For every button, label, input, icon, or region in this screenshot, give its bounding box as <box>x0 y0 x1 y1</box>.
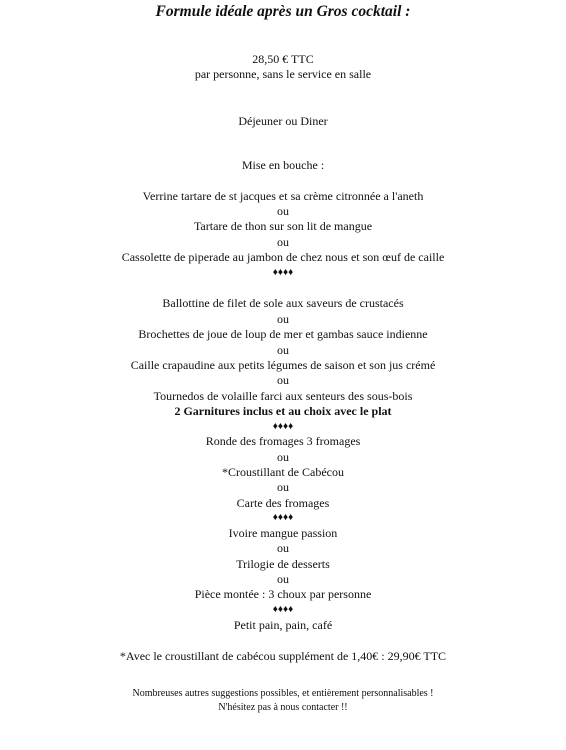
or-label: ou <box>277 312 289 326</box>
footnote: *Avec le croustillant de cabécou supplément de 1,40€ : 29,90€ TTC <box>119 649 447 663</box>
or-label: ou <box>277 480 289 494</box>
meal-type: Déjeuner ou Diner <box>238 114 328 128</box>
garnish-note: 2 Garnitures inclus et au choix avec le plat <box>174 404 392 418</box>
menu-title: Formule idéale après un Gros cocktail : <box>155 3 411 20</box>
or-label: ou <box>277 541 289 555</box>
cheese-item: Ronde des fromages 3 fromages <box>205 434 361 448</box>
or-label: ou <box>277 235 289 249</box>
or-label: ou <box>277 343 289 357</box>
main-course-item: Tournedos de volaille farci aux senteurs des sous-bois <box>153 389 413 403</box>
main-course-item: Caille crapaudine aux petits légumes de saison et son jus crémé <box>130 358 436 372</box>
cheese-item: Carte des fromages <box>236 496 330 510</box>
cheese-item: *Croustillant de Cabécou <box>222 465 344 479</box>
or-label: ou <box>277 450 289 464</box>
starter-item: Tartare de thon sur son lit de mangue <box>193 219 373 233</box>
mise-en-bouche-label: Mise en bouche : <box>241 158 325 172</box>
price-note: par personne, sans le service en salle <box>194 67 372 81</box>
or-label: ou <box>277 204 289 218</box>
or-label: ou <box>277 373 289 387</box>
main-course-item: Ballottine de filet de sole aux saveurs de crustacés <box>162 296 404 310</box>
dessert-item: Ivoire mangue passion <box>228 526 338 540</box>
diamond-separator: ♦♦♦♦ <box>272 604 294 615</box>
closing-line: Nombreuses autres suggestions possibles, et entièrement personnalisables ! <box>132 688 434 699</box>
starter-item: Cassolette de piperade au jambon de chez nous et son œuf de caille <box>121 250 445 264</box>
diamond-separator: ♦♦♦♦ <box>272 421 294 432</box>
bread-coffee: Petit pain, pain, café <box>233 618 333 632</box>
main-course-item: Brochettes de joue de loup de mer et gambas sauce indienne <box>138 327 428 341</box>
starter-item: Verrine tartare de st jacques et sa crème citronnée a l'aneth <box>142 189 424 203</box>
dessert-item: Pièce montée : 3 choux par personne <box>194 587 372 601</box>
diamond-separator: ♦♦♦♦ <box>272 267 294 278</box>
or-label: ou <box>277 572 289 586</box>
closing-line: N'hésitez pas à nous contacter !! <box>218 702 348 713</box>
diamond-separator: ♦♦♦♦ <box>272 512 294 523</box>
price: 28,50 € TTC <box>252 52 314 66</box>
dessert-item: Trilogie de desserts <box>236 557 330 571</box>
